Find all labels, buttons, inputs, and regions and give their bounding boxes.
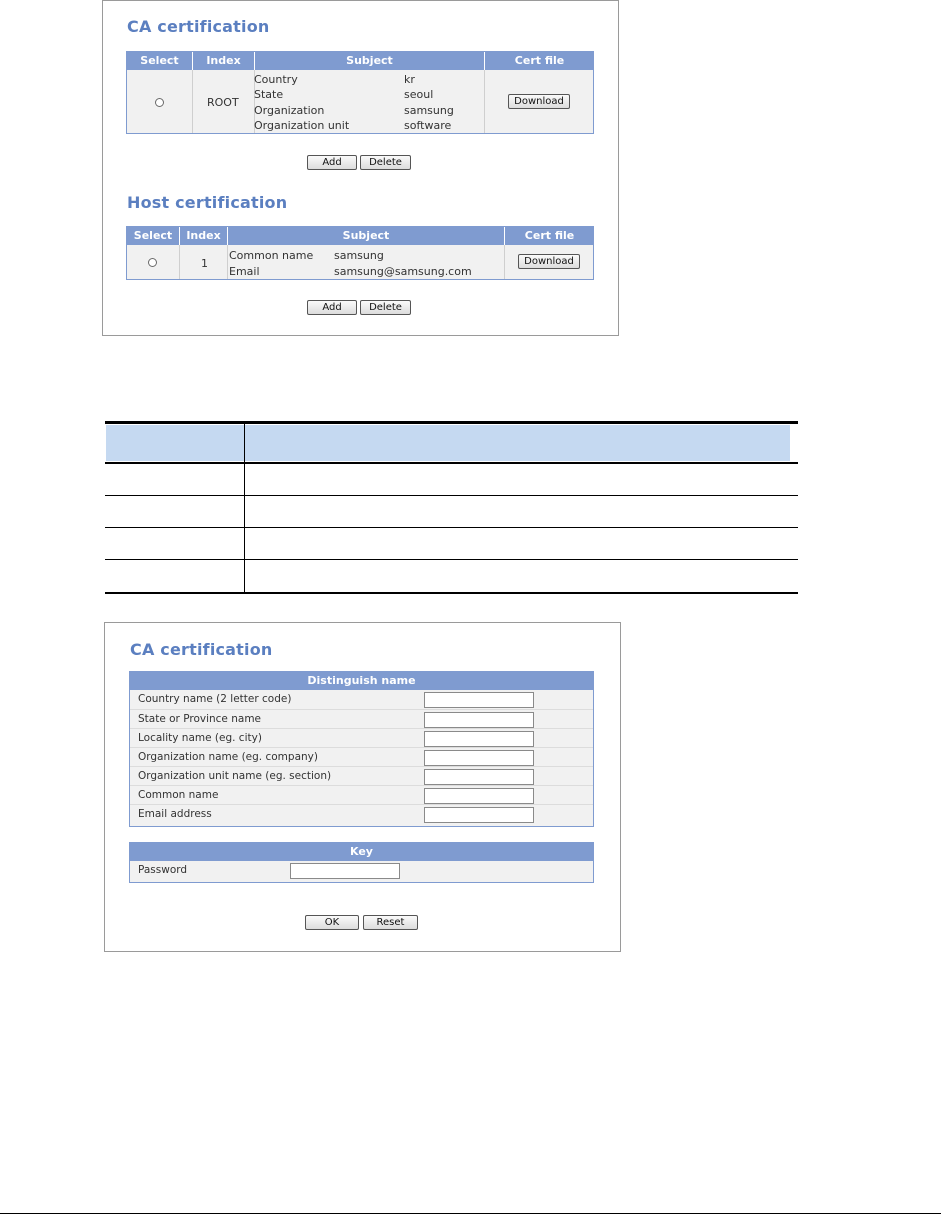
country-input[interactable] [424, 692, 534, 708]
table-row-rule [105, 495, 798, 496]
subject-value: samsung [334, 249, 384, 262]
host-section-title: Host certification [127, 193, 288, 212]
host-table-header [127, 227, 593, 245]
subject-value: seoul [404, 88, 434, 101]
reset-button[interactable]: Reset [363, 915, 418, 930]
table-row-rule [105, 559, 798, 560]
col-index-header: Index [192, 52, 254, 70]
col-divider [484, 70, 485, 133]
col-certfile-header: Cert file [484, 52, 594, 70]
field-label: Country name (2 letter code) [138, 693, 292, 705]
subject-label: Organization [254, 104, 325, 117]
ca-section-title: CA certification [127, 17, 270, 36]
subject-label: Country [254, 73, 298, 86]
org-unit-input[interactable] [424, 769, 534, 785]
field-label: Locality name (eg. city) [138, 732, 262, 744]
key-table [129, 842, 594, 883]
ok-button[interactable]: OK [305, 915, 359, 930]
password-label: Password [138, 864, 188, 876]
col-index-header: Index [179, 227, 227, 245]
ca-delete-button[interactable]: Delete [360, 155, 411, 170]
ca-form-title: CA certification [130, 640, 273, 659]
form-row [130, 766, 593, 786]
ca-select-radio[interactable] [155, 98, 164, 107]
col-divider [179, 245, 180, 279]
col-divider [227, 245, 228, 279]
form-row [130, 728, 593, 748]
host-select-radio[interactable] [148, 258, 157, 267]
table-bottom-rule [105, 592, 798, 594]
form-row [130, 747, 593, 767]
common-name-input[interactable] [424, 788, 534, 804]
host-delete-button[interactable]: Delete [360, 300, 411, 315]
field-label: Email address [138, 808, 212, 820]
col-select-header: Select [140, 54, 179, 67]
subject-value: software [404, 119, 452, 132]
ca-cert-table [126, 51, 594, 134]
key-header: Key [130, 843, 593, 861]
table-top-rule [105, 421, 798, 424]
form-row [130, 861, 593, 880]
field-label: State or Province name [138, 713, 262, 725]
field-label: Organization unit name (eg. section) [138, 770, 332, 782]
table-column-divider [244, 424, 245, 593]
password-input[interactable] [290, 863, 400, 879]
table-header-band [106, 425, 790, 461]
ca-add-button[interactable]: Add [307, 155, 357, 170]
form-row [130, 804, 593, 824]
subject-label: Email [229, 265, 260, 278]
subject-value: samsung [404, 104, 454, 117]
subject-label: Common name [229, 249, 314, 262]
email-input[interactable] [424, 807, 534, 823]
locality-input[interactable] [424, 731, 534, 747]
col-certfile-header: Cert file [504, 227, 594, 245]
ca-form-panel [104, 622, 621, 952]
form-row [130, 785, 593, 805]
col-subject-header: Subject [227, 227, 504, 245]
host-add-button[interactable]: Add [307, 300, 357, 315]
form-row [130, 690, 593, 709]
col-divider [192, 70, 193, 133]
field-label: Common name [138, 789, 219, 801]
ca-table-header [127, 52, 593, 70]
host-cert-table [126, 226, 594, 280]
field-label: Organization name (eg. company) [138, 751, 318, 763]
ca-download-button[interactable]: Download [508, 94, 570, 109]
dn-table [129, 671, 594, 827]
host-download-button[interactable]: Download [518, 254, 580, 269]
table-header-rule [105, 462, 798, 464]
cert-list-panel [102, 0, 619, 336]
subject-value: samsung@samsung.com [334, 265, 472, 278]
col-select-header: Select [133, 229, 173, 242]
dn-header: Distinguish name [130, 672, 593, 690]
subject-label: State [254, 88, 284, 101]
col-divider [504, 245, 505, 279]
ca-index: ROOT [207, 96, 239, 109]
organization-input[interactable] [424, 750, 534, 766]
subject-label: Organization unit [254, 119, 350, 132]
state-input[interactable] [424, 712, 534, 728]
table-row-rule [105, 527, 798, 528]
subject-value: kr [404, 73, 415, 86]
host-index: 1 [201, 257, 208, 270]
col-subject-header: Subject [254, 52, 484, 70]
form-row [130, 709, 593, 729]
